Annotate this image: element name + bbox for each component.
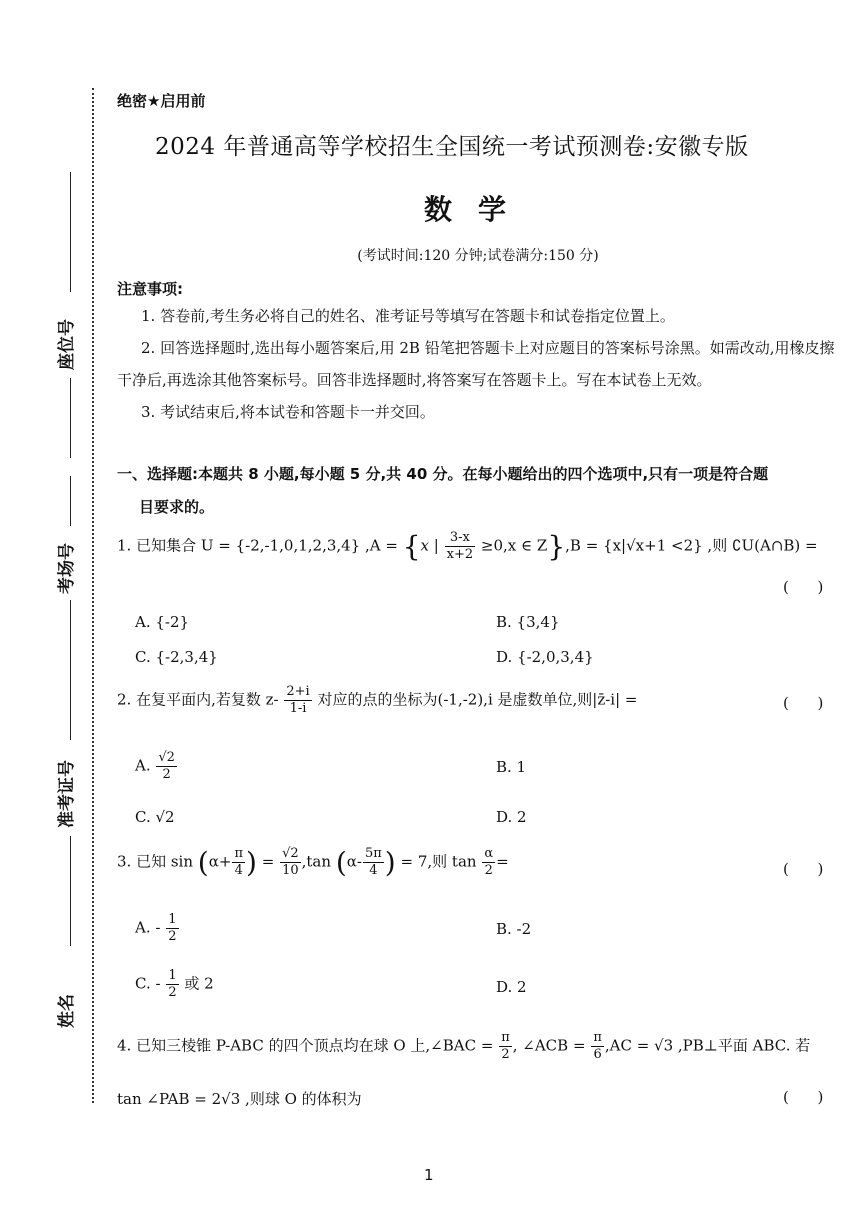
question-text: ,B = {x|√x+1 <2} ,则 ∁U(A∩B) = [565,536,818,555]
paren-close: ) [384,846,396,879]
section-heading [117,458,839,524]
section-heading-line: 目要求的。 [139,498,215,516]
question-text: 3. 已知 sin [117,852,194,871]
fraction-denominator: 10 [282,863,299,878]
answer-parentheses[interactable]: ( ) [783,578,824,596]
subject-title: 数学 [423,193,532,226]
option-d[interactable]: D. 2 [496,808,527,826]
fraction-denominator: 2 [168,929,177,944]
fraction-numerator: √2 [282,846,299,861]
math-expr: α+ [208,852,232,871]
fraction [280,846,301,879]
room-label: 考场号 [57,543,77,594]
fraction-denominator: 2 [168,985,177,1000]
question-text: , ∠ACB = [512,1036,586,1055]
note-item: 1. 答卷前,考生务必将自己的姓名、准考证号等填写在答题卡和试卷指定位置上。 [141,307,675,325]
fraction-numerator: √2 [158,750,175,765]
option-b[interactable]: B. 1 [496,758,527,776]
fraction [363,846,384,879]
option-c[interactable]: C. √2 [135,808,175,826]
notes-list [117,300,839,428]
exam-info: (考试时间:120 分钟;试卷满分:150 分) [357,248,599,264]
option-c[interactable]: C. {-2,3,4} [135,648,218,666]
fraction-denominator: 6 [593,1047,602,1062]
fraction-numerator: 5π [364,846,382,861]
question-3 [117,846,509,879]
answer-parentheses[interactable]: ( ) [783,1088,824,1106]
fraction-numerator: 2+i [286,684,310,699]
option-label: A. - [135,918,161,937]
question-text: ,AC = √3 ,PB⊥平面 ABC. 若 [604,1036,811,1055]
math-var: x [420,536,430,555]
option-c[interactable] [135,968,214,1001]
question-4 [117,1030,810,1063]
binding-sidebar [0,0,95,1216]
fraction-denominator: x+2 [446,547,474,562]
question-text: 4. 已知三棱锥 P-ABC 的四个顶点均在球 O 上,∠BAC = [117,1036,494,1055]
fraction-numerator: π [501,1030,510,1045]
brace-close: } [547,530,566,563]
fraction-denominator: 4 [234,863,243,878]
fraction [156,750,177,783]
note-item: 3. 考试结束后,将本试卷和答题卡一并交回。 [141,403,435,421]
name-label: 姓名 [57,994,77,1028]
question-2 [117,684,638,717]
question-1 [117,530,818,563]
fraction [445,530,476,563]
room-field-line-lower[interactable] [70,600,71,740]
binding-dotted-line [92,88,94,1103]
page-number: 1 [424,1166,434,1184]
option-a[interactable] [135,750,178,783]
question-text: 2. 在复平面内,若复数 z- [117,690,279,709]
section-heading-line: 一、选择题:本题共 8 小题,每小题 5 分,共 40 分。在每小题给出的四个选项中,只有一项是符合题 [117,465,769,483]
fraction-denominator: 2 [501,1047,510,1062]
fraction [284,684,311,717]
option-a[interactable] [135,912,180,945]
option-suffix: 或 2 [184,974,214,993]
ticket-label: 准考证号 [57,760,77,828]
fraction [591,1030,604,1063]
paren-close: ) [245,846,257,879]
brace-open: { [402,530,421,563]
answer-parentheses[interactable]: ( ) [783,860,824,878]
option-d[interactable]: D. {-2,0,3,4} [496,648,594,666]
fraction-numerator: 1 [168,912,177,927]
fraction-numerator: 3-x [445,530,476,547]
question-text: ≥0,x ∈ Z [480,536,548,555]
question-text: 1. 已知集合 U = {-2,-1,0,1,2,3,4} ,A = [117,536,398,555]
fraction-numerator: α [484,846,494,861]
question-text: 对应的点的坐标为(-1,-2),i 是虚数单位,则|z̄-i| = [317,690,638,709]
option-label: C. - [135,974,161,993]
question-4-line-2: tan ∠PAB = 2√3 ,则球 O 的体积为 [117,1090,362,1108]
fraction-denominator: 1-i [289,701,307,716]
math-expr: = [496,852,509,871]
fraction-denominator: 2 [162,767,171,782]
confidential-mark: 绝密★启用前 [117,92,206,110]
fraction-denominator: 4 [369,863,378,878]
fraction [482,846,495,879]
option-b[interactable]: B. -2 [496,920,532,938]
notes-heading: 注意事项: [117,280,183,298]
answer-parentheses[interactable]: ( ) [783,694,824,712]
note-item: 2. 回答选择题时,选出每小题答案后,用 2B 铅笔把答题卡上对应题目的答案标号涂黑。如需改动,用橡皮擦干净后,再选涂其他答案标号。回答非选择题时,将答案写在答题卡上。写在本试卷上无效。 [117,339,835,389]
ticket-field-line[interactable] [70,836,71,946]
fraction [166,968,178,1001]
fraction-numerator: π [234,846,243,861]
room-field-line[interactable] [70,476,71,526]
seat-label: 座位号 [57,319,77,370]
set-bar: | [433,536,439,555]
math-expr: α- [346,852,362,871]
fraction-numerator: 1 [168,968,177,983]
fraction [499,1030,512,1063]
paren-open: ( [335,846,347,879]
seat-field-line[interactable] [70,172,71,292]
exam-title: 2024 年普通高等学校招生全国统一考试预测卷:安徽专版 [155,134,749,160]
option-label: A. [135,756,151,775]
math-expr: = [261,852,275,871]
option-a[interactable]: A. {-2} [135,613,190,631]
seat-field-line-lower[interactable] [70,378,71,458]
option-d[interactable]: D. 2 [496,978,527,996]
option-b[interactable]: B. {3,4} [496,613,560,631]
fraction [232,846,245,879]
math-expr: = 7,则 tan [400,852,477,871]
fraction-numerator: π [593,1030,602,1045]
paren-open: ( [197,846,209,879]
fraction-denominator: 2 [484,863,493,878]
math-expr: ,tan [301,852,332,871]
fraction [166,912,178,945]
